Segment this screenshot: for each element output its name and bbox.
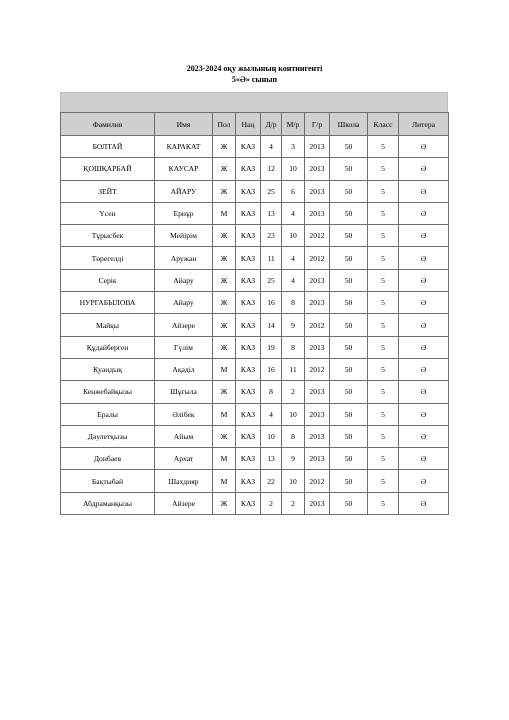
cell-nationality: КАЗ [236,403,261,425]
cell-nationality: КАЗ [236,269,261,291]
cell-letter: Ә [399,470,449,492]
cell-name: КАУСАР [155,158,213,180]
cell-gender: Ж [213,225,236,247]
cell-letter: Ә [399,336,449,358]
cell-nationality: КАЗ [236,425,261,447]
table-row [61,225,449,247]
cell-school: 50 [330,247,368,269]
cell-name: АЙАРУ [155,180,213,202]
cell-class: 5 [368,336,399,358]
column-header-birth-day: Д/р [261,113,282,136]
cell-nationality: КАЗ [236,470,261,492]
cell-birth-day: 13 [261,202,282,224]
cell-name: Айым [155,425,213,447]
cell-nationality: КАЗ [236,292,261,314]
cell-gender: Ж [213,492,236,514]
cell-school: 50 [330,492,368,514]
cell-surname: Серік [61,269,155,291]
cell-class: 5 [368,247,399,269]
cell-class: 5 [368,448,399,470]
cell-school: 50 [330,136,368,158]
cell-nationality: КАЗ [236,492,261,514]
cell-birth-day: 16 [261,292,282,314]
cell-name: Әлібек [155,403,213,425]
table-row [61,158,449,180]
cell-birth-month: 4 [282,269,305,291]
cell-surname: Бақтыбай [61,470,155,492]
cell-birth-year: 2013 [305,136,330,158]
cell-gender: М [213,403,236,425]
cell-gender: Ж [213,136,236,158]
cell-school: 50 [330,470,368,492]
cell-surname: Дәулетқызы [61,425,155,447]
cell-birth-year: 2012 [305,314,330,336]
cell-letter: Ә [399,492,449,514]
cell-gender: М [213,470,236,492]
cell-name: Ернұр [155,202,213,224]
cell-letter: Ә [399,180,449,202]
cell-birth-month: 10 [282,158,305,180]
cell-birth-month: 2 [282,381,305,403]
cell-surname: БОЛТАЙ [61,136,155,158]
cell-birth-day: 10 [261,425,282,447]
cell-gender: М [213,448,236,470]
column-header-school: Школа [330,113,368,136]
cell-class: 5 [368,225,399,247]
cell-gender: М [213,202,236,224]
cell-birth-day: 4 [261,136,282,158]
cell-gender: Ж [213,425,236,447]
cell-birth-day: 19 [261,336,282,358]
cell-nationality: КАЗ [236,358,261,380]
cell-gender: Ж [213,269,236,291]
cell-nationality: КАЗ [236,180,261,202]
title-line-class: 5«Ә» сынып [231,75,278,84]
cell-school: 50 [330,403,368,425]
cell-gender: Ж [213,180,236,202]
cell-class: 5 [368,158,399,180]
table-row [61,470,449,492]
cell-surname: Құдайберген [61,336,155,358]
cell-birth-month: 10 [282,403,305,425]
table-row [61,202,449,224]
cell-gender: Ж [213,158,236,180]
cell-birth-month: 3 [282,136,305,158]
cell-birth-day: 25 [261,180,282,202]
cell-letter: Ә [399,225,449,247]
cell-nationality: КАЗ [236,202,261,224]
cell-gender: Ж [213,247,236,269]
cell-school: 50 [330,158,368,180]
column-header-class: Класс [368,113,399,136]
table-row [61,425,449,447]
cell-letter: Ә [399,158,449,180]
cell-letter: Ә [399,292,449,314]
cell-birth-day: 13 [261,448,282,470]
cell-name: Айару [155,269,213,291]
table-row [61,448,449,470]
table-row [61,314,449,336]
cell-birth-day: 16 [261,358,282,380]
column-header-birth-month: М/р [282,113,305,136]
cell-nationality: КАЗ [236,136,261,158]
cell-surname: Абдраманқызы [61,492,155,514]
cell-birth-day: 14 [261,314,282,336]
cell-birth-day: 23 [261,225,282,247]
cell-birth-month: 8 [282,336,305,358]
table-header-band [60,92,448,112]
cell-birth-day: 8 [261,381,282,403]
cell-school: 50 [330,225,368,247]
cell-birth-day: 11 [261,247,282,269]
cell-school: 50 [330,314,368,336]
cell-class: 5 [368,425,399,447]
cell-class: 5 [368,269,399,291]
cell-letter: Ә [399,202,449,224]
cell-class: 5 [368,136,399,158]
cell-name: Шахдияр [155,470,213,492]
cell-school: 50 [330,358,368,380]
cell-nationality: КАЗ [236,448,261,470]
cell-school: 50 [330,425,368,447]
cell-class: 5 [368,292,399,314]
cell-class: 5 [368,403,399,425]
cell-birth-year: 2013 [305,425,330,447]
contingent-table-container [60,92,448,515]
column-header-nationality: Нац [236,113,261,136]
cell-class: 5 [368,202,399,224]
cell-class: 5 [368,314,399,336]
cell-name: Мейірім [155,225,213,247]
cell-school: 50 [330,336,368,358]
cell-birth-year: 2013 [305,403,330,425]
cell-birth-year: 2013 [305,448,330,470]
table-header-row [61,113,449,136]
cell-surname: ҚОШҚАРБАЙ [61,158,155,180]
cell-nationality: КАЗ [236,158,261,180]
table-body [61,136,449,515]
cell-surname: Майқы [61,314,155,336]
cell-birth-day: 4 [261,403,282,425]
table-row [61,381,449,403]
cell-letter: Ә [399,136,449,158]
table-row [61,492,449,514]
cell-gender: Ж [213,336,236,358]
column-header-surname: Фамилия [61,113,155,136]
cell-birth-month: 2 [282,492,305,514]
cell-letter: Ә [399,381,449,403]
table-row [61,336,449,358]
table-row [61,180,449,202]
cell-letter: Ә [399,358,449,380]
cell-birth-day: 25 [261,269,282,291]
cell-surname: Төрегелді [61,247,155,269]
cell-gender: Ж [213,381,236,403]
cell-name: Айзере [155,314,213,336]
cell-birth-year: 2013 [305,336,330,358]
cell-name: Архат [155,448,213,470]
cell-name: КАРАКАТ [155,136,213,158]
cell-birth-year: 2012 [305,470,330,492]
cell-nationality: КАЗ [236,247,261,269]
cell-birth-year: 2013 [305,269,330,291]
cell-birth-day: 12 [261,158,282,180]
cell-school: 50 [330,381,368,403]
cell-class: 5 [368,381,399,403]
cell-birth-year: 2012 [305,358,330,380]
table-row [61,292,449,314]
cell-surname: НУРГАБЫЛОВА [61,292,155,314]
cell-school: 50 [330,180,368,202]
cell-nationality: КАЗ [236,336,261,358]
contingent-table [60,112,449,515]
cell-school: 50 [330,448,368,470]
cell-birth-year: 2012 [305,225,330,247]
cell-surname: Кенжебайқызы [61,381,155,403]
cell-surname: ЗЕЙТ [61,180,155,202]
table-row [61,403,449,425]
cell-surname: Ералы [61,403,155,425]
cell-name: Айару [155,292,213,314]
cell-birth-year: 2012 [305,247,330,269]
table-row [61,358,449,380]
cell-birth-day: 22 [261,470,282,492]
cell-class: 5 [368,492,399,514]
cell-birth-month: 4 [282,202,305,224]
table-row [61,269,449,291]
cell-birth-day: 2 [261,492,282,514]
cell-birth-year: 2013 [305,292,330,314]
cell-birth-year: 2013 [305,492,330,514]
cell-surname: Донбаев [61,448,155,470]
cell-name: Айзере [155,492,213,514]
cell-birth-month: 11 [282,358,305,380]
column-header-name: Имя [155,113,213,136]
column-header-gender: Пол [213,113,236,136]
cell-nationality: КАЗ [236,314,261,336]
page-title [0,63,509,85]
cell-name: Аружан [155,247,213,269]
title-line-year: 2023-2024 оқу жылының контингенті [186,64,323,73]
cell-birth-year: 2013 [305,202,330,224]
cell-letter: Ә [399,403,449,425]
cell-name: Гүлім [155,336,213,358]
cell-name: Ақәділ [155,358,213,380]
cell-surname: Қуандық [61,358,155,380]
cell-surname: Үсен [61,202,155,224]
cell-birth-year: 2013 [305,158,330,180]
cell-gender: Ж [213,314,236,336]
cell-birth-month: 9 [282,448,305,470]
cell-letter: Ә [399,269,449,291]
cell-letter: Ә [399,448,449,470]
cell-birth-month: 4 [282,247,305,269]
cell-school: 50 [330,269,368,291]
cell-birth-month: 9 [282,314,305,336]
cell-nationality: КАЗ [236,381,261,403]
cell-school: 50 [330,202,368,224]
cell-class: 5 [368,470,399,492]
cell-birth-month: 8 [282,292,305,314]
cell-birth-month: 10 [282,470,305,492]
cell-birth-month: 10 [282,225,305,247]
cell-gender: Ж [213,292,236,314]
cell-gender: М [213,358,236,380]
cell-birth-year: 2013 [305,381,330,403]
cell-name: Шұғыла [155,381,213,403]
cell-class: 5 [368,358,399,380]
cell-letter: Ә [399,247,449,269]
cell-class: 5 [368,180,399,202]
column-header-birth-year: Г/р [305,113,330,136]
column-header-letter: Литера [399,113,449,136]
table-row [61,247,449,269]
cell-nationality: КАЗ [236,225,261,247]
cell-birth-month: 6 [282,180,305,202]
cell-letter: Ә [399,314,449,336]
cell-surname: Тұрысбек [61,225,155,247]
table-row [61,136,449,158]
cell-school: 50 [330,292,368,314]
cell-letter: Ә [399,425,449,447]
cell-birth-year: 2013 [305,180,330,202]
cell-birth-month: 8 [282,425,305,447]
